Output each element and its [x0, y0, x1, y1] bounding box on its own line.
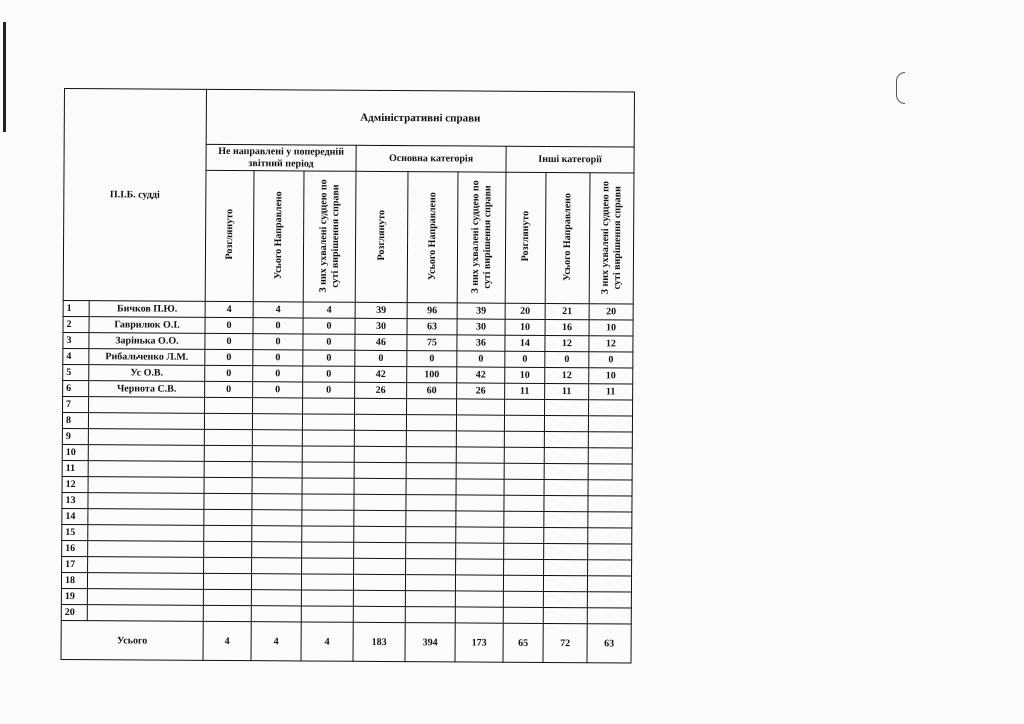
table-cell — [456, 479, 504, 495]
table-cell: 12 — [545, 335, 589, 351]
table-cell: 12 — [545, 367, 589, 383]
table-cell — [406, 543, 456, 559]
table-cell — [252, 542, 302, 558]
table-cell — [456, 415, 504, 431]
table-cell — [544, 479, 588, 495]
row-number: 17 — [62, 556, 88, 572]
total-cell: 72 — [543, 623, 587, 662]
judge-name — [87, 573, 203, 590]
report-table — [61, 88, 635, 663]
table-cell — [204, 429, 252, 445]
judge-name — [88, 445, 204, 462]
table-cell — [504, 415, 544, 431]
row-number: 2 — [63, 316, 89, 332]
table-cell — [302, 478, 354, 494]
total-cell: 183 — [353, 622, 405, 661]
table-cell — [455, 575, 503, 591]
total-cell: 63 — [587, 624, 631, 663]
table-cell — [203, 573, 251, 589]
table-cell — [204, 557, 252, 573]
col-header-main-category-total-sent — [407, 172, 458, 303]
table-cell — [457, 399, 505, 415]
table-cell — [302, 430, 354, 446]
table-cell — [302, 558, 354, 574]
row-number: 1 — [63, 300, 89, 316]
table-cell — [252, 462, 302, 478]
judge-name — [88, 525, 204, 542]
table-cell: 4 — [205, 301, 253, 317]
table-cell — [588, 512, 632, 528]
total-cell: 4 — [203, 621, 251, 660]
table-cell — [301, 574, 353, 590]
table-cell — [406, 559, 456, 575]
total-row — [61, 620, 631, 662]
table-cell — [588, 448, 632, 464]
table-cell — [354, 462, 406, 478]
table-cell — [353, 606, 405, 622]
group-header-main-category: Основна категорія — [356, 145, 506, 172]
judge-name — [88, 509, 204, 526]
table-cell — [354, 542, 406, 558]
col-header-previous-period-reviewed — [205, 170, 254, 301]
table-cell — [588, 544, 632, 560]
table-cell — [456, 559, 504, 575]
table-cell — [504, 511, 544, 527]
table-cell: 100 — [407, 367, 457, 383]
table-cell: 11 — [545, 383, 589, 399]
col-header-label: З них ухвалені судцею по суті вирішення справи — [317, 178, 341, 292]
table-cell — [456, 543, 504, 559]
table-cell — [504, 479, 544, 495]
table-cell: 11 — [505, 383, 545, 399]
report-sheet — [61, 88, 635, 663]
table-cell — [504, 463, 544, 479]
row-number: 5 — [63, 364, 89, 380]
col-header-main-category-decided-on-merits — [457, 172, 506, 303]
table-cell — [543, 575, 587, 591]
table-cell — [544, 543, 588, 559]
table-cell — [503, 607, 543, 623]
row-number: 9 — [62, 428, 88, 444]
table-cell — [588, 560, 632, 576]
total-cell: 65 — [503, 623, 543, 662]
table-cell — [204, 445, 252, 461]
table-cell: 4 — [303, 302, 355, 318]
table-cell: 14 — [505, 335, 545, 351]
table-cell — [204, 509, 252, 525]
col-header-label: Усього Направлено — [426, 191, 438, 280]
total-cell: 4 — [301, 622, 353, 661]
table-cell — [544, 511, 588, 527]
table-cell: 0 — [205, 349, 253, 365]
table-cell — [503, 591, 543, 607]
row-number: 6 — [63, 380, 89, 396]
table-cell: 21 — [545, 303, 589, 319]
table-cell: 0 — [589, 352, 633, 368]
table-cell: 39 — [355, 302, 407, 318]
table-cell — [456, 431, 504, 447]
table-cell — [301, 606, 353, 622]
col-header-label: Усього Направлено — [561, 192, 573, 281]
row-number: 16 — [62, 540, 88, 556]
table-cell — [545, 399, 589, 415]
table-cell — [252, 558, 302, 574]
table-cell — [504, 543, 544, 559]
judge-name: Гаврилюк О.І. — [89, 317, 205, 334]
judge-name: Чернота С.В. — [89, 381, 205, 398]
table-cell — [302, 542, 354, 558]
row-number: 18 — [61, 572, 87, 588]
table-cell — [302, 414, 354, 430]
table-cell: 0 — [253, 350, 303, 366]
table-cell — [504, 495, 544, 511]
table-cell — [544, 415, 588, 431]
table-cell: 0 — [303, 350, 355, 366]
col-header-label: З них ухвалені судцею по суті вирішення справи — [599, 180, 623, 294]
table-cell — [205, 397, 253, 413]
total-cell: 394 — [405, 623, 455, 662]
table-cell — [251, 590, 301, 606]
table-cell — [505, 399, 545, 415]
col-header-label: Розглянуто — [223, 209, 235, 260]
col-header-main-category-reviewed — [355, 171, 408, 302]
judge-name — [88, 557, 204, 574]
table-cell: 75 — [407, 335, 457, 351]
judge-name — [88, 477, 204, 494]
table-cell: 0 — [407, 351, 457, 367]
table-cell: 0 — [457, 351, 505, 367]
admin-cases-header: Адміністративні справи — [206, 89, 634, 147]
row-number: 14 — [62, 508, 88, 524]
judge-name — [88, 493, 204, 510]
table-cell: 0 — [253, 334, 303, 350]
row-number: 11 — [62, 460, 88, 476]
row-number: 20 — [61, 604, 87, 620]
table-cell — [354, 494, 406, 510]
row-number: 19 — [61, 588, 87, 604]
table-cell — [354, 430, 406, 446]
table-cell: 39 — [457, 303, 505, 319]
table-cell: 0 — [205, 365, 253, 381]
table-cell — [303, 398, 355, 414]
table-cell: 0 — [303, 318, 355, 334]
table-cell: 0 — [205, 333, 253, 349]
table-cell — [405, 607, 455, 623]
judge-name — [89, 397, 205, 414]
table-cell — [587, 592, 631, 608]
table-cell — [405, 575, 455, 591]
table-cell: 30 — [355, 318, 407, 334]
table-cell: 42 — [457, 367, 505, 383]
table-cell — [251, 574, 301, 590]
table-cell — [354, 510, 406, 526]
table-cell: 0 — [355, 350, 407, 366]
total-label: Усього — [61, 620, 203, 660]
table-cell — [354, 414, 406, 430]
table-cell — [588, 464, 632, 480]
table-cell: 63 — [407, 319, 457, 335]
col-header-previous-period-total-sent — [253, 171, 304, 302]
table-cell: 10 — [589, 320, 633, 336]
table-cell — [588, 528, 632, 544]
table-cell: 0 — [303, 366, 355, 382]
table-cell — [406, 495, 456, 511]
table-cell — [252, 510, 302, 526]
scan-bracket-mark — [896, 72, 905, 104]
table-cell — [354, 526, 406, 542]
table-cell — [588, 496, 632, 512]
table-cell: 42 — [355, 366, 407, 382]
table-cell: 4 — [253, 302, 303, 318]
table-cell — [203, 605, 251, 621]
table-cell — [354, 478, 406, 494]
table-cell — [406, 527, 456, 543]
table-cell — [353, 574, 405, 590]
table-cell — [253, 398, 303, 414]
col-header-label: Розглянуто — [519, 211, 531, 262]
table-cell: 0 — [505, 351, 545, 367]
group-header-previous-period: Не направлені у попередній звітний період — [206, 144, 356, 171]
table-cell: 10 — [505, 319, 545, 335]
judge-name: Бичков П.Ю. — [89, 301, 205, 318]
table-cell — [302, 494, 354, 510]
table-cell: 36 — [457, 335, 505, 351]
table-cell — [251, 606, 301, 622]
table-cell — [587, 576, 631, 592]
table-cell: 0 — [253, 318, 303, 334]
row-number: 15 — [62, 524, 88, 540]
row-number: 3 — [63, 332, 89, 348]
col-header-label: Розглянуто — [375, 210, 387, 261]
table-cell — [353, 590, 405, 606]
row-number: 7 — [63, 396, 89, 412]
table-cell — [302, 510, 354, 526]
table-cell: 11 — [589, 384, 633, 400]
col-header-previous-period-decided-on-merits — [303, 171, 356, 302]
judge-name: Ус О.В. — [89, 365, 205, 382]
table-cell — [252, 414, 302, 430]
table-cell — [588, 432, 632, 448]
table-cell — [204, 525, 252, 541]
table-cell — [407, 399, 457, 415]
table-cell — [302, 526, 354, 542]
table-cell — [204, 413, 252, 429]
table-cell: 10 — [589, 368, 633, 384]
judge-name: Зарінька О.О. — [89, 333, 205, 350]
table-cell — [204, 477, 252, 493]
table-cell — [355, 398, 407, 414]
table-cell — [588, 480, 632, 496]
table-cell — [455, 591, 503, 607]
table-cell — [503, 575, 543, 591]
col-header-other-categories-reviewed — [505, 172, 546, 303]
col-header-label: Усього Направлено — [272, 190, 284, 279]
table-cell — [504, 447, 544, 463]
table-cell — [588, 416, 632, 432]
table-cell: 0 — [253, 382, 303, 398]
table-cell: 46 — [355, 334, 407, 350]
table-cell — [406, 479, 456, 495]
table-cell — [302, 462, 354, 478]
table-cell: 26 — [355, 382, 407, 398]
table-cell — [252, 494, 302, 510]
table-cell — [406, 447, 456, 463]
table-cell — [354, 446, 406, 462]
table-cell — [406, 415, 456, 431]
table-cell: 20 — [589, 304, 633, 320]
table-cell — [456, 447, 504, 463]
table-cell: 26 — [457, 383, 505, 399]
table-cell — [252, 478, 302, 494]
table-cell — [204, 541, 252, 557]
table-cell — [544, 495, 588, 511]
judge-name-header: П.І.Б. судді — [63, 89, 206, 302]
table-cell: 12 — [589, 336, 633, 352]
table-cell: 20 — [505, 303, 545, 319]
col-header-label: З них ухвалені судцею по суті вирішення справи — [469, 179, 493, 293]
table-cell — [203, 589, 251, 605]
table-cell: 0 — [303, 334, 355, 350]
scan-left-edge — [3, 22, 6, 132]
judge-name — [87, 589, 203, 606]
table-cell: 16 — [545, 319, 589, 335]
table-cell — [354, 558, 406, 574]
table-cell — [544, 527, 588, 543]
table-cell — [544, 463, 588, 479]
judge-name — [88, 429, 204, 446]
table-cell — [504, 431, 544, 447]
judge-name — [88, 541, 204, 558]
table-cell — [589, 400, 633, 416]
table-cell — [543, 607, 587, 623]
table-cell — [456, 527, 504, 543]
table-cell — [252, 430, 302, 446]
table-cell — [456, 463, 504, 479]
table-cell — [406, 431, 456, 447]
table-cell — [252, 526, 302, 542]
row-number: 13 — [62, 492, 88, 508]
table-cell — [252, 446, 302, 462]
table-cell — [543, 591, 587, 607]
table-cell: 0 — [253, 366, 303, 382]
judge-name — [88, 461, 204, 478]
judge-name: Рибальченко Л.М. — [89, 349, 205, 366]
col-header-other-categories-decided-on-merits — [589, 173, 634, 304]
table-cell — [302, 446, 354, 462]
table-cell — [204, 461, 252, 477]
table-cell — [405, 591, 455, 607]
table-cell — [587, 608, 631, 624]
table-cell — [504, 559, 544, 575]
row-number: 10 — [62, 444, 88, 460]
table-cell: 0 — [545, 351, 589, 367]
table-cell — [301, 590, 353, 606]
table-cell — [456, 495, 504, 511]
table-cell — [544, 447, 588, 463]
table-cell: 96 — [407, 303, 457, 319]
table-cell — [406, 463, 456, 479]
table-cell — [204, 493, 252, 509]
judge-name — [88, 413, 204, 430]
table-cell: 30 — [457, 319, 505, 335]
table-cell — [455, 607, 503, 623]
total-cell: 4 — [251, 622, 301, 661]
row-number: 4 — [63, 348, 89, 364]
table-cell: 0 — [205, 317, 253, 333]
row-number: 8 — [62, 412, 88, 428]
group-header-other-categories: Інші категорії — [506, 146, 634, 173]
total-cell: 173 — [455, 623, 503, 662]
table-cell — [544, 431, 588, 447]
table-cell: 60 — [407, 383, 457, 399]
table-cell: 0 — [205, 381, 253, 397]
judge-name — [87, 605, 203, 622]
table-cell — [544, 559, 588, 575]
col-header-other-categories-total-sent — [545, 172, 590, 303]
row-number: 12 — [62, 476, 88, 492]
table-cell — [456, 511, 504, 527]
table-cell — [406, 511, 456, 527]
table-cell: 0 — [303, 382, 355, 398]
table-cell: 10 — [505, 367, 545, 383]
table-cell — [504, 527, 544, 543]
